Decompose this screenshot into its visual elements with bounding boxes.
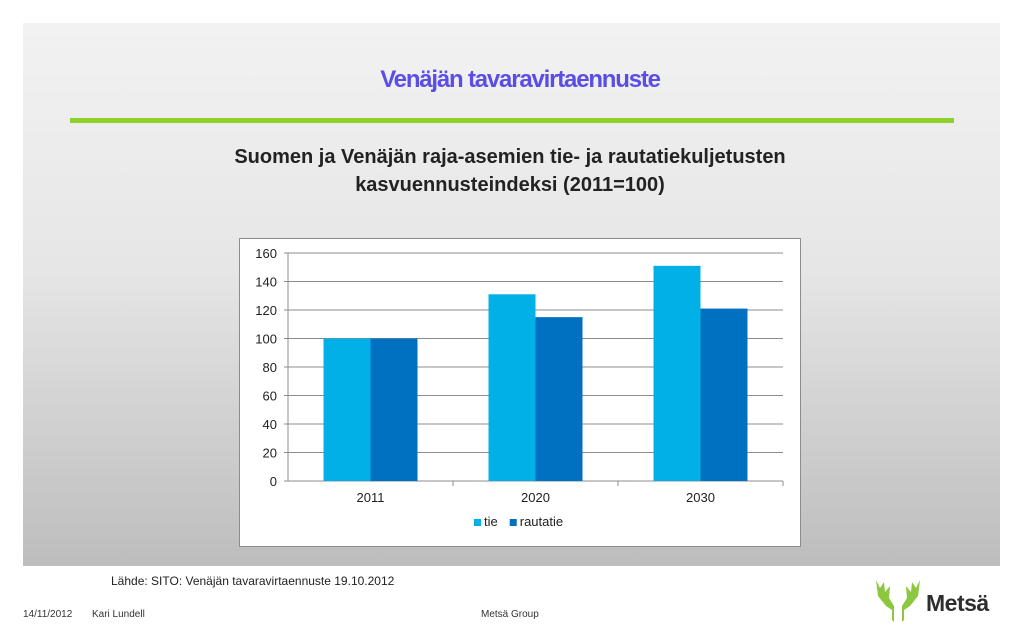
bar-tie-2020 bbox=[489, 294, 536, 481]
chart-heading bbox=[150, 143, 870, 199]
y-tick-label-20: 20 bbox=[262, 445, 277, 461]
x-tick-label-2030: 2030 bbox=[686, 490, 715, 505]
y-tick-label-80: 80 bbox=[262, 360, 277, 375]
chart-heading-line-2: kasvuennusteindeksi (2011=100) bbox=[355, 174, 665, 196]
slide-title: Venäjän tavaravirtaennuste bbox=[380, 66, 660, 93]
bar-tie-2030 bbox=[654, 266, 701, 481]
bar-tie-2011 bbox=[324, 339, 371, 482]
footer-company: Metsä Group bbox=[481, 609, 539, 620]
chart-heading-line-1: Suomen ja Venäjän raja-asemien tie- ja rautatiekuljetusten bbox=[234, 146, 786, 168]
bar-rautatie-2030 bbox=[701, 309, 748, 481]
legend-label-rautatie: rautatie bbox=[519, 514, 564, 529]
chart-container bbox=[239, 238, 801, 547]
bar-rautatie-2011 bbox=[371, 339, 418, 482]
y-tick-label-0: 0 bbox=[269, 474, 277, 489]
y-tick-label-160: 160 bbox=[255, 246, 277, 261]
legend-swatch-rautatie bbox=[510, 519, 517, 526]
x-tick-label-2020: 2020 bbox=[521, 490, 550, 505]
y-tick-label-60: 60 bbox=[262, 388, 277, 404]
y-tick-label-40: 40 bbox=[262, 417, 277, 432]
company-logo bbox=[870, 576, 1002, 628]
bar-rautatie-2020 bbox=[536, 317, 583, 481]
legend-swatch-tie bbox=[474, 519, 481, 526]
source-note: Lähde: SITO: Venäjän tavaravirtaennuste 19.10.2012 bbox=[111, 574, 395, 588]
y-tick-label-140: 140 bbox=[255, 274, 277, 290]
x-tick-label-2011: 2011 bbox=[356, 490, 385, 505]
moose-antler-icon bbox=[870, 576, 926, 628]
footer-author: Kari Lundell bbox=[92, 609, 145, 620]
y-tick-label-120: 120 bbox=[255, 303, 277, 318]
bar-chart bbox=[240, 239, 802, 548]
footer-date: 14/11/2012 bbox=[23, 609, 73, 620]
y-tick-label-100: 100 bbox=[255, 331, 277, 347]
legend-label-tie: tie bbox=[484, 514, 498, 529]
logo-text: Metsä bbox=[926, 590, 989, 616]
title-divider bbox=[70, 118, 954, 123]
